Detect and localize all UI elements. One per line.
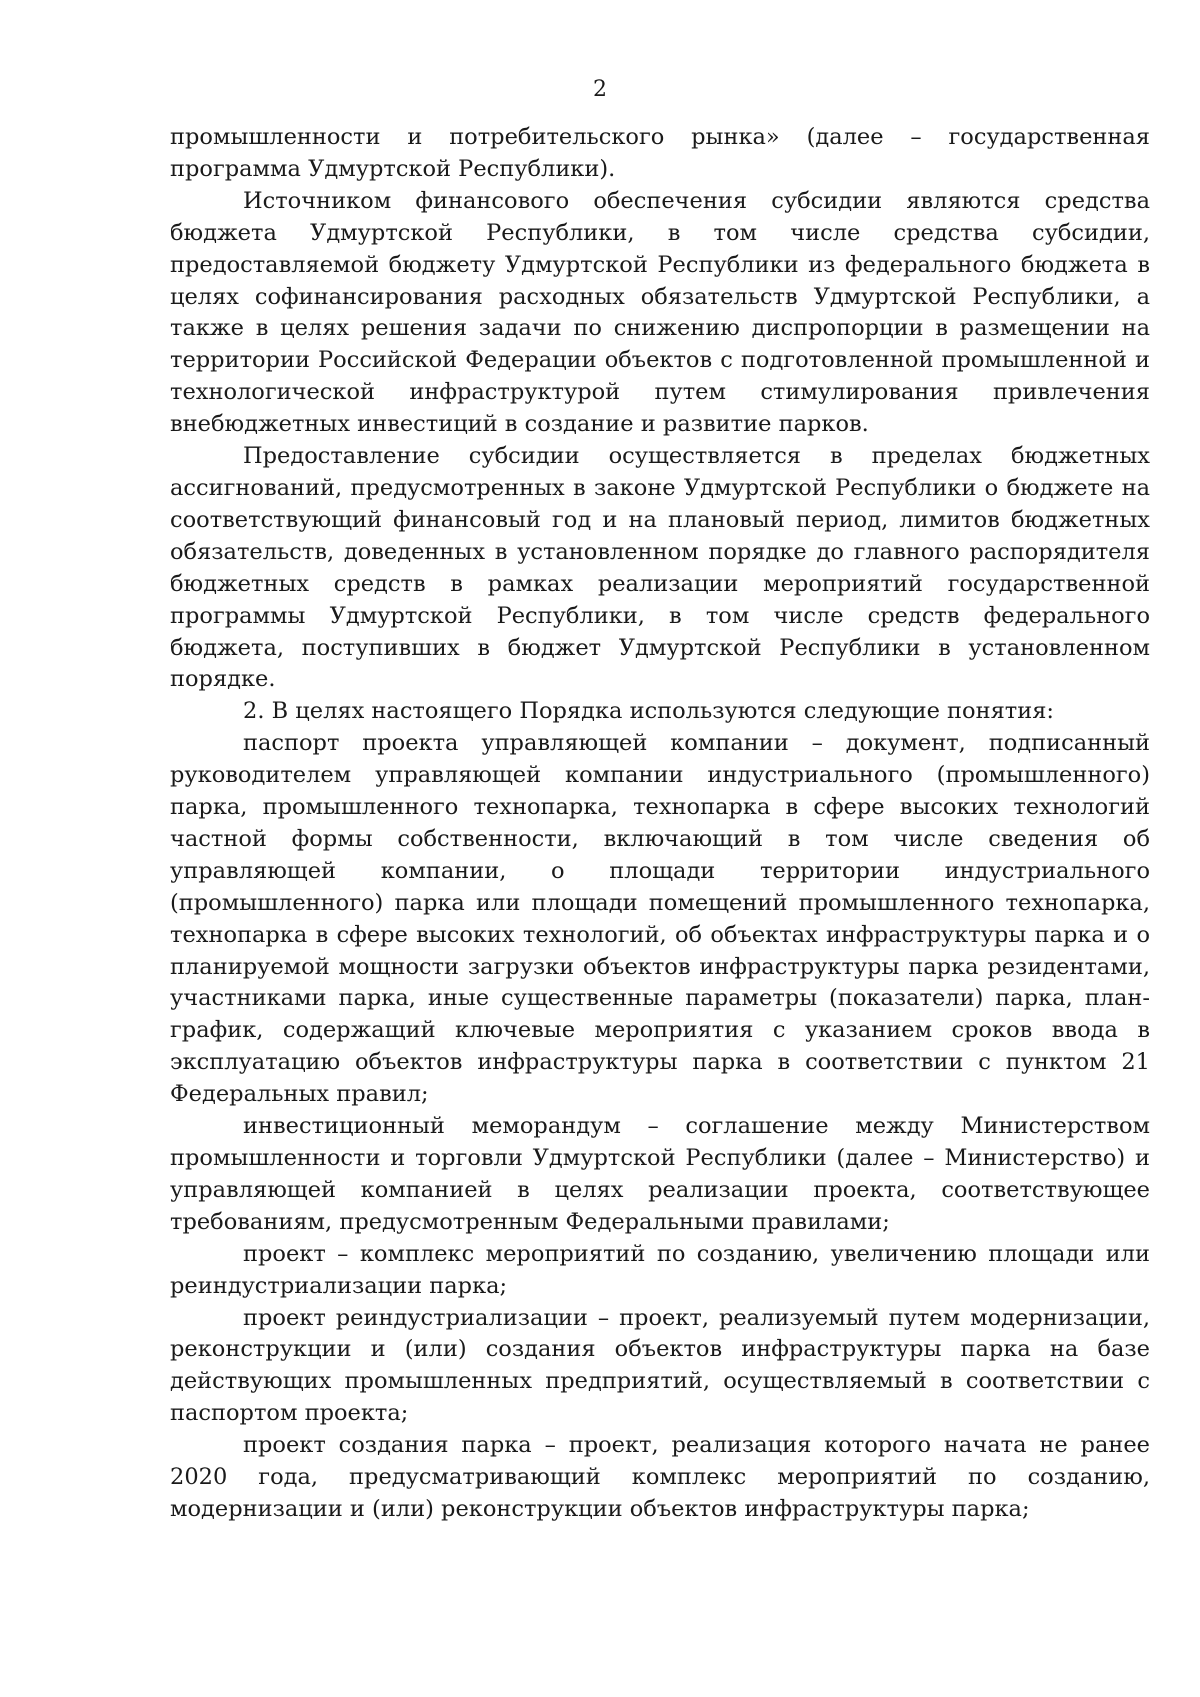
paragraph-continuation: промышленности и потребительского рынка» (далее – государственная программа Удмуртской Республики). (170, 124, 1150, 182)
paragraph-definitions-intro: 2. В целях настоящего Порядка используются следующие понятия: (243, 698, 1054, 725)
definition-investment-memorandum: инвестиционный меморандум – соглашение между Министерством промышленности и торговли Удмуртской Республики (далее – Министерство) и управляющей компанией в целях реализации проекта, соответствующее требованиям, предусмотренным Федеральными правилами; (170, 1113, 1150, 1235)
paragraph-subsidy-provision: Предоставление субсидии осуществляется в пределах бюджетных ассигнований, предусмотренных в законе Удмуртской Республики о бюджете на соответствующий финансовый год и на плановый период, лимитов бюджетных обязательств, доведенных в установленном порядке до главного распорядителя бюджетных средств в рамках реализации мероприятий государственной программы Удмуртской Республики, в том числе средств федерального бюджета, поступивших в бюджет Удмуртской Республики в установленном порядке. (170, 443, 1150, 693)
document-body (170, 122, 1150, 1526)
definition-reindustrialization-project: проект реиндустриализации – проект, реализуемый путем модернизации, реконструкции и (или) создания объектов инфраструктуры парка на базе действующих промышленных предприятий, осуществляемый в соответствии с паспортом проекта; (170, 1304, 1150, 1427)
definition-park-creation-project: проект создания парка – проект, реализация которого начата не ранее 2020 года, предусматривающий комплекс мероприятий по созданию, модернизации и (или) реконструкции объектов инфраструктуры парка; (170, 1432, 1150, 1522)
page-number: 2 (593, 77, 607, 102)
definition-project-passport: паспорт проекта управляющей компании – документ, подписанный руководителем управляющей компании индустриального (промышленного) парка, промышленного технопарка, технопарка в сфере высоких технологий частной формы собственности, включающий в том числе сведения об управляющей компании, о площади территории индустриального (промышленного) парка или площади помещений промышленного технопарка, технопарка в сфере высоких технологий, об объектах инфраструктуры парка и о планируемой мощности загрузки объектов инфраструктуры парка резидентами, участниками парка, иные существенные параметры (показатели) парка, план-график, содержащий ключевые мероприятия с указанием сроков ввода в эксплуатацию объектов инфраструктуры парка в соответствии с пунктом 21 Федеральных правил; (170, 730, 1150, 1108)
definition-project: проект – комплекс мероприятий по созданию, увеличению площади или реиндустриализации парка; (170, 1240, 1150, 1299)
paragraph-funding-source: Источником финансового обеспечения субсидии являются средства бюджета Удмуртской Республики, в том числе средства субсидии, предоставляемой бюджету Удмуртской Республики из федерального бюджета в целях софинансирования расходных обязательств Удмуртской Республики, а также в целях решения задачи по снижению диспропорции в размещении на территории Российской Федерации объектов с подготовленной промышленной и технологической инфраструктурой путем стимулирования привлечения внебюджетных инвестиций в создание и развитие парков. (170, 187, 1150, 438)
